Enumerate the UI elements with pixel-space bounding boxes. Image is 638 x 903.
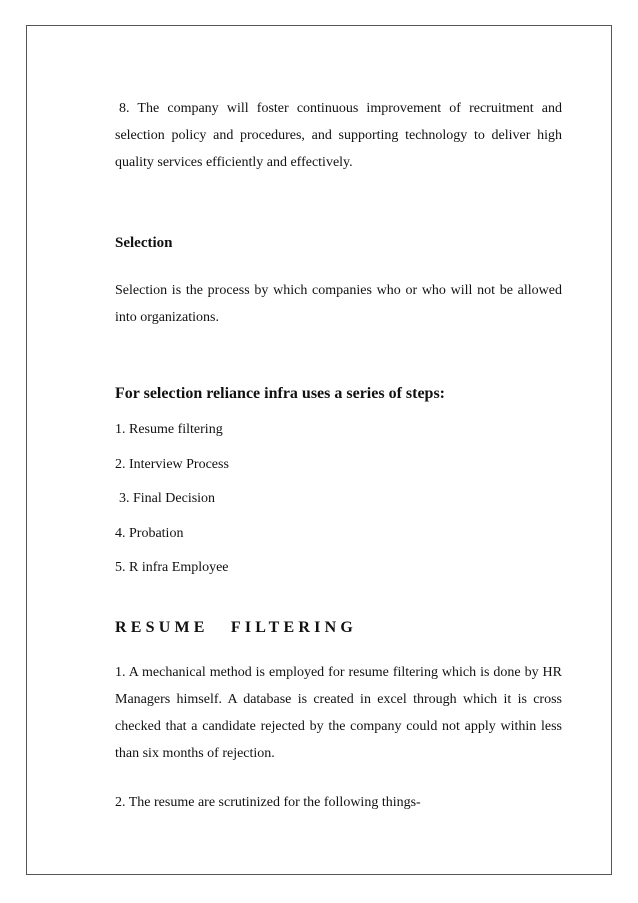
resume-filtering-point-2: 2. The resume are scrutinized for the following things-: [115, 795, 421, 810]
resume-filtering-point-1: 1. A mechanical method is employed for resume filtering which is done by HR Managers himself. A database is created in excel through which it is cross checked that a candidate rejected by the company could not apply within less than six months of rejection.: [115, 665, 562, 761]
steps-heading: For selection reliance infra uses a series of steps:: [115, 385, 446, 402]
intro-paragraph: 8. The company will foster continuous improvement of recruitment and selection policy and procedures, and supporting technology to deliver high quality services efficiently and effectively.: [115, 101, 562, 170]
step-item: 3. Final Decision: [119, 491, 216, 506]
step-item: 4. Probation: [115, 526, 184, 541]
step-item: 5. R infra Employee: [115, 560, 229, 575]
resume-filtering-heading: RESUME FILTERING: [115, 619, 357, 636]
step-item: 2. Interview Process: [115, 457, 229, 472]
selection-paragraph: Selection is the process by which companies who or who will not be allowed into organizations.: [115, 283, 562, 325]
step-item: 1. Resume filtering: [115, 422, 223, 437]
selection-heading: Selection: [115, 235, 173, 251]
